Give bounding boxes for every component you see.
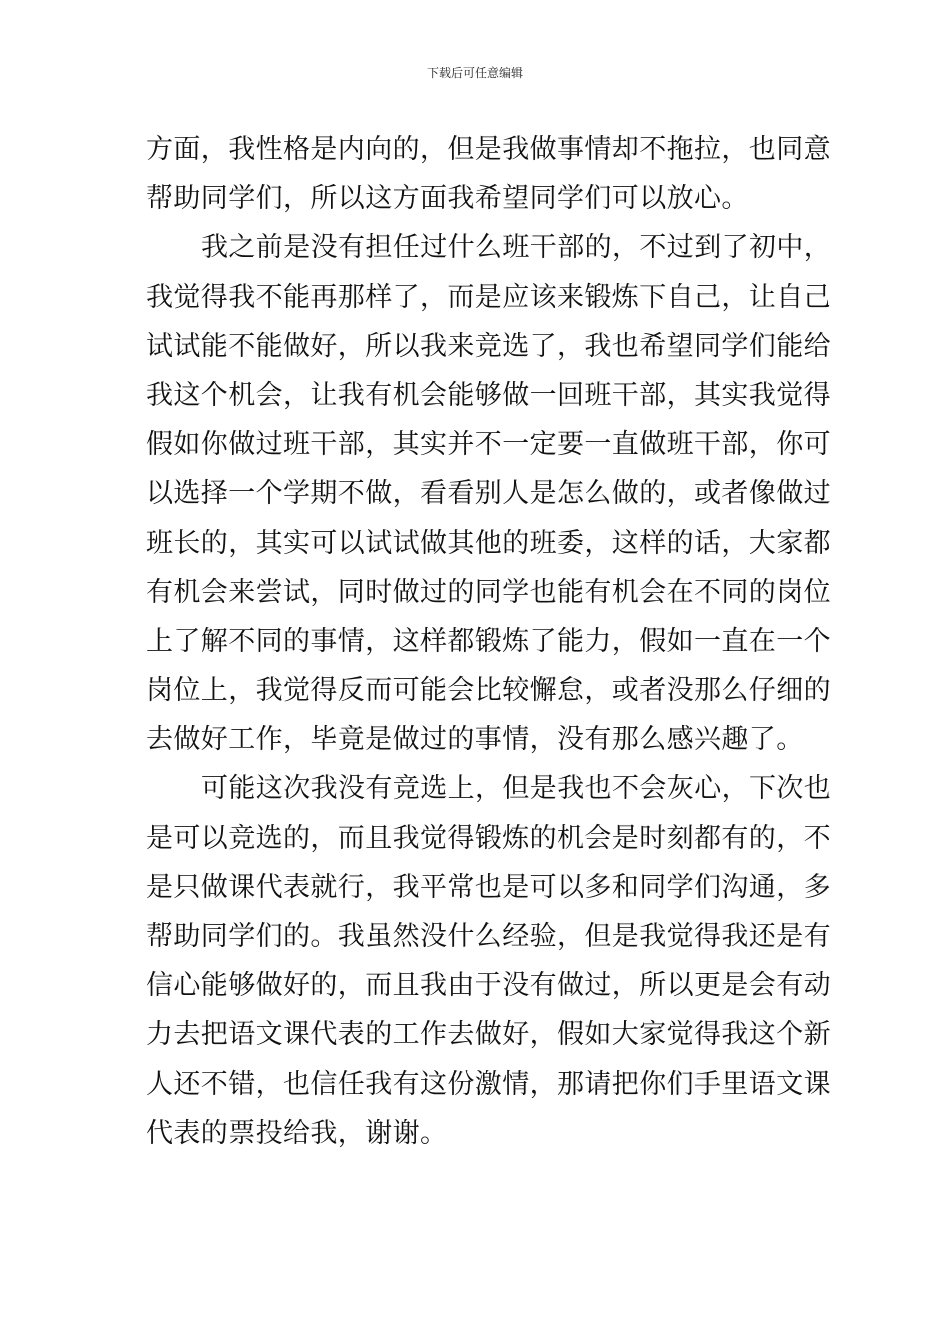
text-line: 班长的，其实可以试试做其他的班委，这样的话，大家都 — [146, 527, 831, 559]
text-line: 力去把语文课代表的工作去做好，假如大家觉得我这个新 — [146, 1019, 831, 1051]
text-line: 试试能不能做好，所以我来竞选了，我也希望同学们能给 — [146, 330, 831, 362]
text-line: 是可以竞选的，而且我觉得锻炼的机会是时刻都有的，不 — [146, 822, 831, 854]
text-line: 可能这次我没有竞选上，但是我也不会灰心，下次也 — [201, 773, 832, 805]
page-header: 下载后可任意编辑 — [426, 66, 523, 80]
text-line: 去做好工作，毕竟是做过的事情，没有那么感兴趣了。 — [146, 724, 804, 756]
text-line: 上了解不同的事情，这样都锻炼了能力，假如一直在一个 — [146, 625, 831, 657]
text-line: 有机会来尝试，同时做过的同学也能有机会在不同的岗位 — [146, 576, 831, 608]
text-line: 人还不错，也信任我有这份激情，那请把你们手里语文课 — [146, 1068, 831, 1100]
text-line: 方面，我性格是内向的，但是我做事情却不拖拉，也同意 — [146, 134, 831, 165]
text-line: 假如你做过班干部，其实并不一定要一直做班干部，你可 — [146, 429, 831, 461]
body-text — [146, 125, 832, 1158]
text-line: 岗位上，我觉得反而可能会比较懈怠，或者没那么仔细的 — [146, 675, 831, 707]
text-line: 以选择一个学期不做，看看别人是怎么做的，或者像做过 — [146, 478, 831, 510]
text-line: 帮助同学们，所以这方面我希望同学们可以放心。 — [146, 183, 749, 215]
text-line: 我之前是没有担任过什么班干部的，不过到了初中， — [201, 232, 832, 264]
text-line: 是只做课代表就行，我平常也是可以多和同学们沟通，多 — [146, 871, 831, 903]
text-line: 帮助同学们的。我虽然没什么经验，但是我觉得我还是有 — [146, 921, 831, 952]
text-line: 我这个机会，让我有机会能够做一回班干部，其实我觉得 — [146, 379, 831, 411]
text-line: 我觉得我不能再那样了，而是应该来锻炼下自己，让自己 — [146, 281, 831, 313]
text-line: 信心能够做好的，而且我由于没有做过，所以更是会有动 — [146, 970, 831, 1002]
text-line: 代表的票投给我，谢谢。 — [146, 1117, 448, 1149]
